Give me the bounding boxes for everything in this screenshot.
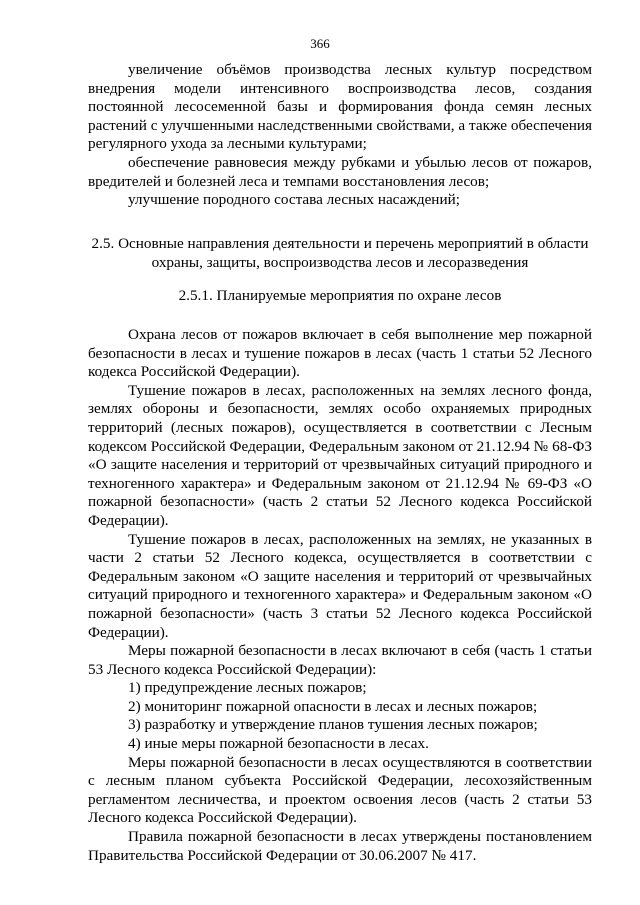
intro-paragraph: обеспечение равновесия между рубками и убылью лесов от пожаров, вредителей и болезней леса и темпами восстановления лесов; — [88, 153, 592, 190]
list-item: 2) мониторинг пожарной опасности в лесах и лесных пожаров; — [128, 697, 538, 715]
body-paragraph: Тушение пожаров в лесах, расположенных на землях лесного фонда, землях обороны и безопасности, землях особо охраняемых природных территорий (лесных пожаров), осуществляется в соответствии с Лесным кодексом Российской Федерации, Федеральным законом от 21.12.94 № 68-ФЗ «О защите населения и территорий от чрезвычайных ситуаций природного и техногенного характера» и Федеральным законом от 21.12.94 № 69-ФЗ «О пожарной безопасности» (часть 2 статьи 52 Лесного кодекса Российской Федерации). — [88, 381, 592, 529]
subsection-heading: 2.5.1. Планируемые мероприятия по охране лесов — [178, 287, 502, 304]
main-text-block — [88, 326, 592, 865]
intro-paragraph: увеличение объёмов производства лесных культур посредством внедрения модели интенсивного воспроизводства лесов, создания постоянной лесосеменной базы и формирования фонда семян лесных растений с улучшенными наследственными свойствами, а также обеспечения регулярного ухода за лесными культурами; — [88, 61, 592, 153]
page-number: 366 — [310, 36, 330, 51]
body-paragraph: Тушение пожаров в лесах, расположенных на землях, не указанных в части 2 статьи 52 Лесного кодекса, осуществляется в соответствии с Федеральным законом «О защите населения и территорий от чрезвычайных ситуаций природного и техногенного характера» и Федеральным законом «О пожарной безопасности» (часть 3 статьи 52 Лесного кодекса Российской Федерации). — [88, 530, 592, 641]
body-paragraph: Охрана лесов от пожаров включает в себя выполнение мер пожарной безопасности в лесах и тушение пожаров в лесах (часть 1 статьи 52 Лесного кодекса Российской Федерации). — [88, 326, 592, 381]
list-item: 1) предупреждение лесных пожаров; — [128, 679, 367, 697]
list-item: 4) иные меры пожарной безопасности в лесах. — [128, 735, 429, 753]
body-paragraph: Меры пожарной безопасности в лесах осуществляются в соответствии с лесным планом субъекта Российской Федерации, лесохозяйственным регламентом лесничества, и проектом освоения лесов (часть 2 статьи 53 Лесного кодекса Российской Федерации). — [88, 753, 592, 827]
body-paragraph: Правила пожарной безопасности в лесах утверждены постановлением Правительства Российской Федерации от 30.06.2007 № 417. — [88, 828, 592, 864]
body-paragraph: Меры пожарной безопасности в лесах включают в себя (часть 1 статьи 53 Лесного кодекса Российской Федерации): — [88, 642, 592, 678]
list-item: 3) разработку и утверждение планов тушения лесных пожаров; — [128, 716, 538, 734]
section-heading: 2.5. Основные направления деятельности и перечень мероприятий в области охраны, защиты, воспроизводства лесов и лесоразведения — [91, 235, 589, 271]
intro-text-block — [88, 61, 592, 210]
intro-paragraph: улучшение породного состава лесных насаждений; — [128, 191, 460, 209]
